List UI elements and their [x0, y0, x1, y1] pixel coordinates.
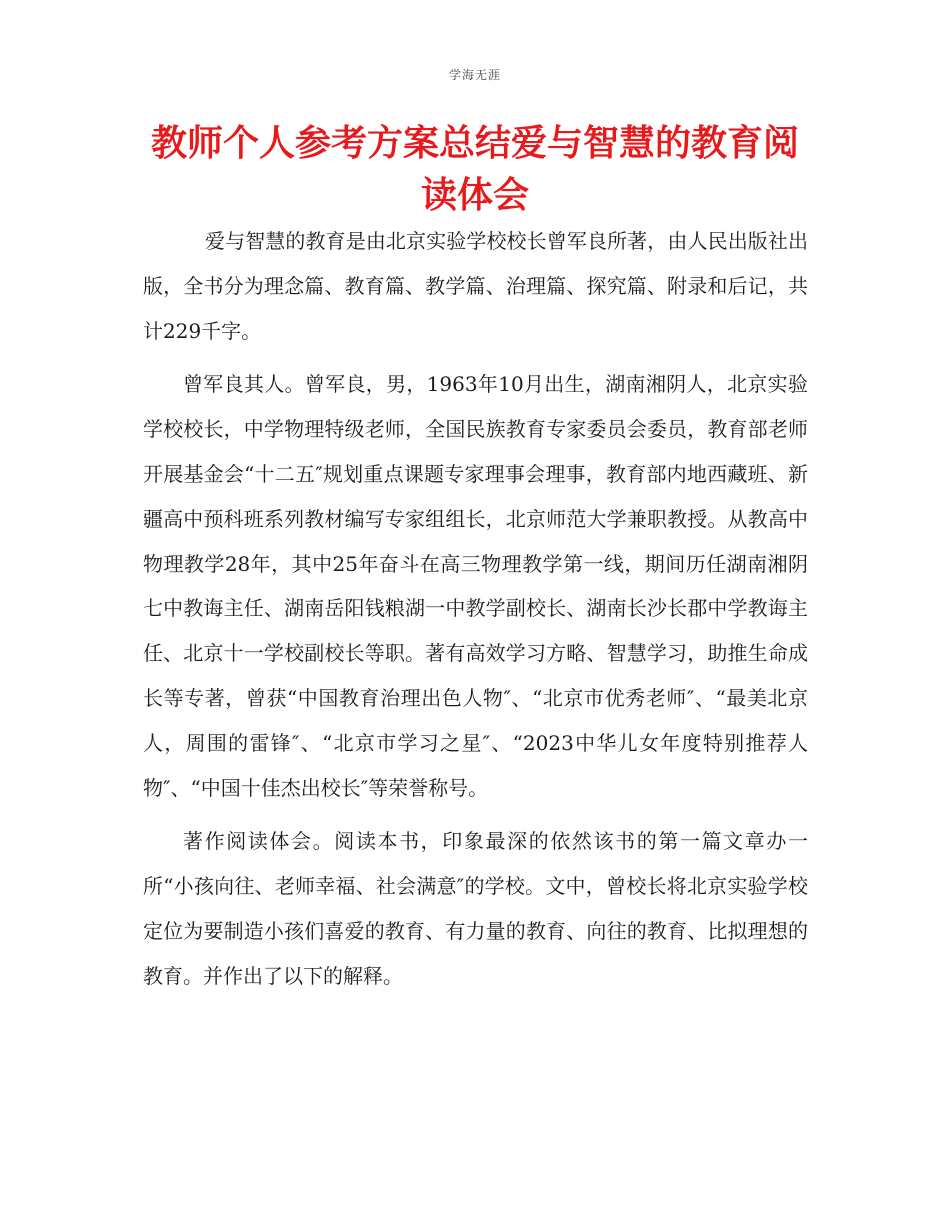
paragraph-intro: 爱与智慧的教育是由北京实验学校校长曾军良所著，由人民出版社出版，全书分为理念篇、教育篇、教学篇、治理篇、探究篇、附录和后记，共计229千字。: [143, 229, 808, 343]
paragraph-reading-notes: 著作阅读体会。阅读本书，印象最深的依然该书的第一篇文章办一所“小孩向往、老师幸福、社会满意″的学校。文中，曾校长将北京实验学校定位为要制造小孩们喜爱的教育、有力量的教育、向往的教育、比拟理想的教育。并作出了以下的解释。: [143, 829, 808, 988]
document-body: [143, 219, 808, 1008]
page-header: 学海无涯: [448, 68, 501, 82]
paragraph-author-bio: 曾军良其人。曾军良，男，1963年10月出生，湖南湘阴人，北京实验学校校长，中学物理特级老师，全国民族教育专家委员会委员，教育部老师开展基金会“十二五″规划重点课题专家理事会理事，教育部内地西藏班、新疆高中预科班系列教材编写专家组组长，北京师范大学兼职教授。从教高中物理教学28年，其中25年奋斗在高三物理教学第一线，期间历任湖南湘阴七中教诲主任、湖南岳阳钱粮湖一中教学副校长、湖南长沙长郡中学教诲主任、北京十一学校副校长等职。著有高效学习方略、智慧学习，助推生命成长等专著，曾获“中国教育治理出色人物″、“北京市优秀老师″、“最美北京人，周围的雷锋″、“北京市学习之星″、“2023中华儿女年度特别推荐人物″、“中国十佳杰出校长″等荣誉称号。: [143, 372, 808, 800]
document-title: 教师个人参考方案总结爱与智慧的教育阅读体会: [150, 123, 799, 216]
